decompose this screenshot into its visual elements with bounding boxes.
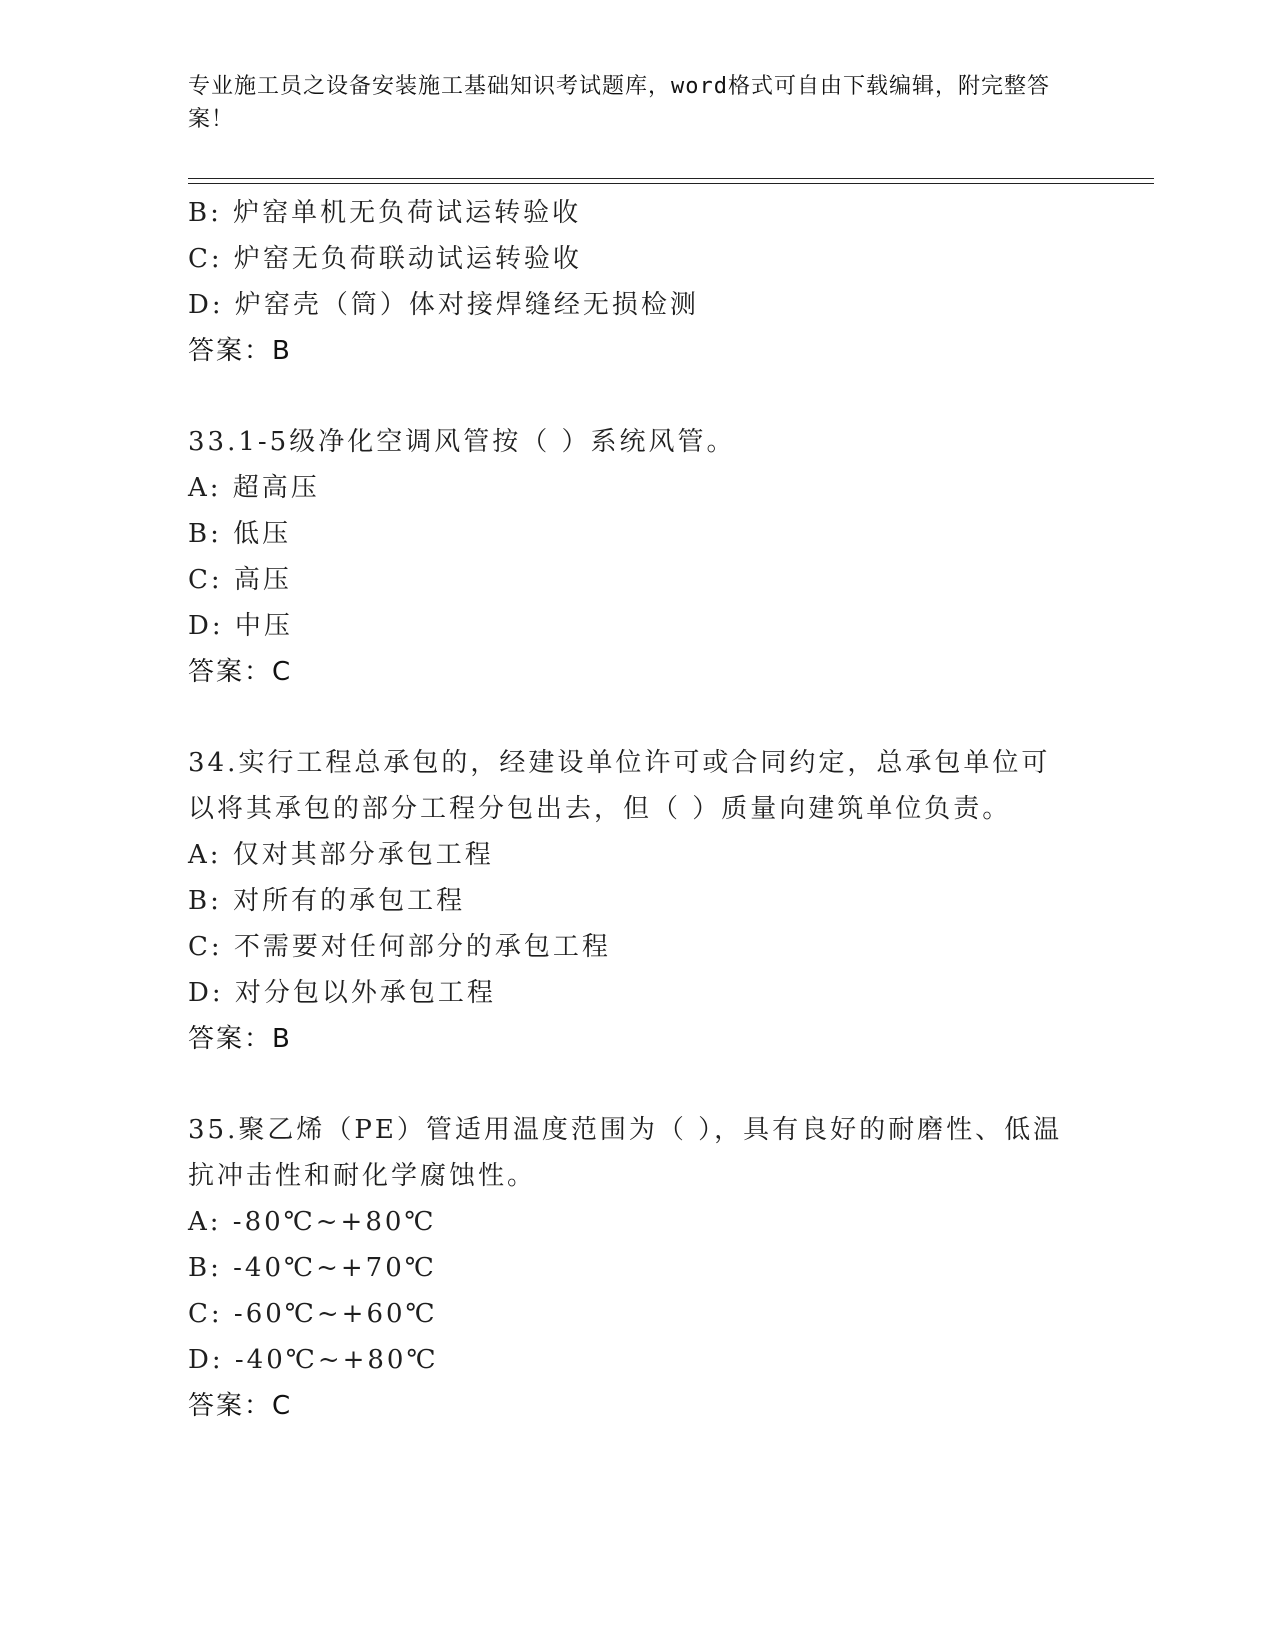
question-text: 33.1-5级净化空调风管按（ ）系统风管。	[188, 427, 736, 457]
answer-line: 答案：C	[188, 657, 293, 687]
spacer	[188, 1062, 1088, 1107]
option-c: C: 不需要对任何部分的承包工程	[188, 932, 611, 962]
answer-line: 答案：B	[188, 336, 292, 366]
option-c: C: 高压	[188, 565, 292, 595]
option-d: D: -40℃~+80℃	[188, 1345, 439, 1375]
spacer	[188, 374, 1088, 419]
question-text: 35.聚乙烯（PE）管适用温度范围为（ ），具有良好的耐磨性、低温抗冲击性和耐化学腐蚀性。	[188, 1115, 1063, 1191]
header-rule-bottom	[188, 183, 1154, 184]
header-rule-top	[188, 178, 1154, 179]
option-b: B: 炉窑单机无负荷试运转验收	[188, 198, 582, 228]
option-b: B: 对所有的承包工程	[188, 886, 466, 916]
option-b: B: 低压	[188, 519, 292, 549]
answer-line: 答案：C	[188, 1391, 293, 1421]
option-a: A: -80℃~+80℃	[188, 1207, 437, 1237]
spacer	[188, 695, 1088, 740]
option-c: C: -60℃~+60℃	[188, 1299, 438, 1329]
option-d: D: 炉窑壳（筒）体对接焊缝经无损检测	[188, 290, 699, 320]
question-34	[188, 740, 1088, 1062]
question-text: 34.实行工程总承包的，经建设单位许可或合同约定，总承包单位可以将其承包的部分工程分包出去，但（ ）质量向建筑单位负责。	[188, 748, 1051, 824]
document-header: 专业施工员之设备安装施工基础知识考试题库，word格式可自由下载编辑，附完整答案！	[188, 74, 1050, 132]
question-33	[188, 419, 1088, 695]
option-d: D: 对分包以外承包工程	[188, 978, 496, 1008]
answer-line: 答案：B	[188, 1024, 292, 1054]
option-a: A: 仅对其部分承包工程	[188, 840, 494, 870]
option-b: B: -40℃~+70℃	[188, 1253, 437, 1283]
question-35	[188, 1107, 1088, 1429]
question-list	[188, 190, 1088, 1429]
question-32-continued	[188, 190, 1088, 374]
option-c: C: 炉窑无负荷联动试运转验收	[188, 244, 582, 274]
option-a: A: 超高压	[188, 473, 320, 503]
option-d: D: 中压	[188, 611, 293, 641]
